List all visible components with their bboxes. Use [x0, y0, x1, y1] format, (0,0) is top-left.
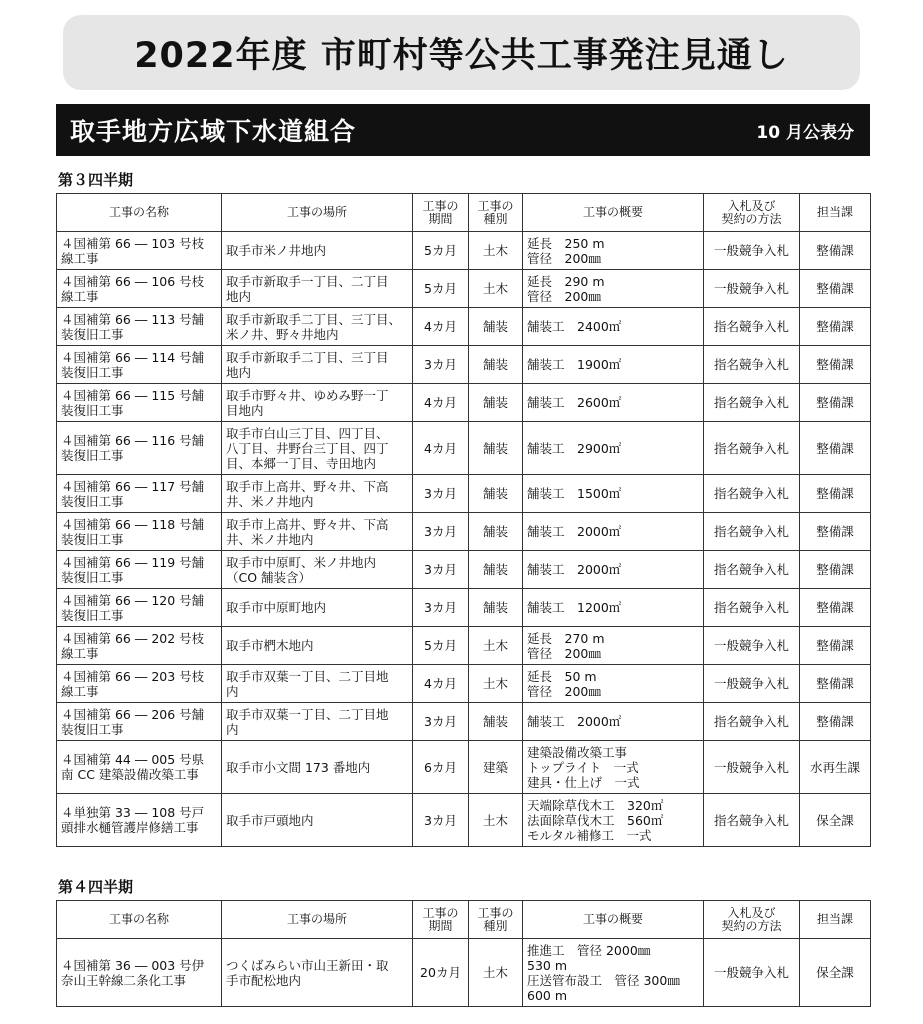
cell-period: 3カ月 — [413, 794, 469, 847]
cell-summary: 延長 290 m 管径 200㎜ — [523, 270, 704, 308]
organization-name: 取手地方広域下水道組合 — [70, 117, 357, 146]
cell-method: 指名競争入札 — [704, 346, 800, 384]
cell-method: 指名競争入札 — [704, 475, 800, 513]
cell-dept: 整備課 — [800, 589, 871, 627]
cell-dept: 水再生課 — [800, 741, 871, 794]
cell-name: ４国補第 66 ― 114 号舗 装復旧工事 — [57, 346, 222, 384]
cell-type: 舗装 — [469, 422, 523, 475]
cell-place: 取手市白山三丁目、四丁目、 八丁目、井野台三丁目、四丁 目、本郷一丁目、寺田地内 — [222, 422, 413, 475]
cell-type: 舗装 — [469, 513, 523, 551]
column-header: 工事の名称 — [57, 901, 222, 939]
table-row — [57, 513, 871, 551]
cell-type: 舗装 — [469, 475, 523, 513]
column-header: 入札及び 契約の方法 — [704, 194, 800, 232]
cell-name: ４国補第 66 ― 103 号枝 線工事 — [57, 232, 222, 270]
cell-name: ４国補第 66 ― 106 号枝 線工事 — [57, 270, 222, 308]
cell-period: 20カ月 — [413, 939, 469, 1007]
published-label: 10 月公表分 — [756, 122, 854, 143]
cell-method: 一般競争入札 — [704, 741, 800, 794]
schedule-table-q3 — [56, 193, 871, 847]
cell-type: 土木 — [469, 939, 523, 1007]
cell-method: 一般競争入札 — [704, 270, 800, 308]
cell-dept: 整備課 — [800, 308, 871, 346]
column-header: 工事の場所 — [222, 901, 413, 939]
cell-dept: 保全課 — [800, 794, 871, 847]
cell-place: 取手市小文間 173 番地内 — [222, 741, 413, 794]
table-row — [57, 551, 871, 589]
cell-period: 4カ月 — [413, 384, 469, 422]
table-row — [57, 589, 871, 627]
cell-dept: 整備課 — [800, 513, 871, 551]
table-row — [57, 627, 871, 665]
cell-place: 取手市双葉一丁目、二丁目地 内 — [222, 665, 413, 703]
cell-summary: 舗装工 2000㎡ — [523, 703, 704, 741]
cell-method: 指名競争入札 — [704, 308, 800, 346]
cell-place: 取手市双葉一丁目、二丁目地 内 — [222, 703, 413, 741]
cell-summary: 舗装工 1900㎡ — [523, 346, 704, 384]
cell-period: 4カ月 — [413, 308, 469, 346]
cell-dept: 整備課 — [800, 232, 871, 270]
cell-dept: 整備課 — [800, 665, 871, 703]
cell-summary: 舗装工 1200㎡ — [523, 589, 704, 627]
cell-name: ４国補第 66 ― 120 号舗 装復旧工事 — [57, 589, 222, 627]
cell-dept: 整備課 — [800, 422, 871, 475]
cell-period: 5カ月 — [413, 627, 469, 665]
cell-dept: 整備課 — [800, 703, 871, 741]
cell-type: 土木 — [469, 794, 523, 847]
cell-type: 土木 — [469, 627, 523, 665]
organization-bar — [56, 104, 870, 156]
cell-type: 土木 — [469, 665, 523, 703]
column-header: 担当課 — [800, 901, 871, 939]
section-label-q4: 第４四半期 — [58, 878, 134, 896]
cell-place: 取手市新取手一丁目、二丁目 地内 — [222, 270, 413, 308]
cell-type: 建築 — [469, 741, 523, 794]
cell-place: 取手市上高井、野々井、下高 井、米ノ井地内 — [222, 475, 413, 513]
cell-dept: 整備課 — [800, 475, 871, 513]
column-header: 工事の 種別 — [469, 194, 523, 232]
column-header: 工事の 種別 — [469, 901, 523, 939]
cell-summary: 舗装工 2600㎡ — [523, 384, 704, 422]
column-header: 工事の 期間 — [413, 194, 469, 232]
cell-dept: 整備課 — [800, 270, 871, 308]
cell-period: 3カ月 — [413, 513, 469, 551]
column-header: 入札及び 契約の方法 — [704, 901, 800, 939]
cell-method: 一般競争入札 — [704, 939, 800, 1007]
cell-type: 舗装 — [469, 551, 523, 589]
table-row — [57, 794, 871, 847]
cell-name: ４国補第 66 ― 206 号舗 装復旧工事 — [57, 703, 222, 741]
cell-method: 指名競争入札 — [704, 794, 800, 847]
cell-type: 舗装 — [469, 346, 523, 384]
cell-name: ４国補第 66 ― 117 号舗 装復旧工事 — [57, 475, 222, 513]
cell-place: つくばみらい市山王新田・取 手市配松地内 — [222, 939, 413, 1007]
cell-name: ４国補第 36 ― 003 号伊 奈山王幹線二条化工事 — [57, 939, 222, 1007]
cell-name: ４国補第 66 ― 203 号枝 線工事 — [57, 665, 222, 703]
schedule-table-q4 — [56, 900, 871, 1007]
cell-place: 取手市新取手二丁目、三丁目 地内 — [222, 346, 413, 384]
cell-name: ４国補第 66 ― 118 号舗 装復旧工事 — [57, 513, 222, 551]
column-header: 工事の概要 — [523, 194, 704, 232]
cell-method: 一般競争入札 — [704, 232, 800, 270]
section-label-q3: 第３四半期 — [58, 171, 134, 189]
column-header: 担当課 — [800, 194, 871, 232]
cell-method: 指名競争入札 — [704, 384, 800, 422]
cell-place: 取手市野々井、ゆめみ野一丁 目地内 — [222, 384, 413, 422]
cell-dept: 整備課 — [800, 384, 871, 422]
cell-dept: 整備課 — [800, 627, 871, 665]
cell-name: ４国補第 66 ― 115 号舗 装復旧工事 — [57, 384, 222, 422]
column-header: 工事の概要 — [523, 901, 704, 939]
table-header-row — [57, 901, 871, 939]
cell-place: 取手市椚木地内 — [222, 627, 413, 665]
table-row — [57, 703, 871, 741]
cell-method: 一般競争入札 — [704, 627, 800, 665]
cell-summary: 舗装工 2900㎡ — [523, 422, 704, 475]
cell-type: 舗装 — [469, 308, 523, 346]
cell-place: 取手市上高井、野々井、下高 井、米ノ井地内 — [222, 513, 413, 551]
cell-type: 土木 — [469, 232, 523, 270]
page-title: 2022年度 市町村等公共工事発注見通し — [134, 35, 789, 76]
cell-dept: 整備課 — [800, 551, 871, 589]
table-row — [57, 422, 871, 475]
table-row — [57, 346, 871, 384]
cell-place: 取手市米ノ井地内 — [222, 232, 413, 270]
cell-dept: 保全課 — [800, 939, 871, 1007]
table-row — [57, 270, 871, 308]
cell-summary: 舗装工 2000㎡ — [523, 551, 704, 589]
cell-period: 6カ月 — [413, 741, 469, 794]
cell-period: 4カ月 — [413, 665, 469, 703]
cell-name: ４国補第 66 ― 119 号舗 装復旧工事 — [57, 551, 222, 589]
cell-name: ４国補第 66 ― 202 号枝 線工事 — [57, 627, 222, 665]
cell-period: 3カ月 — [413, 589, 469, 627]
cell-summary: 建築設備改築工事 トップライト 一式 建具・仕上げ 一式 — [523, 741, 704, 794]
cell-period: 3カ月 — [413, 346, 469, 384]
cell-summary: 天端除草伐木工 320㎡ 法面除草伐木工 560㎡ モルタル補修工 一式 — [523, 794, 704, 847]
cell-period: 3カ月 — [413, 475, 469, 513]
cell-place: 取手市新取手二丁目、三丁目、 米ノ井、野々井地内 — [222, 308, 413, 346]
cell-period: 4カ月 — [413, 422, 469, 475]
title-banner — [63, 15, 860, 90]
table-row — [57, 475, 871, 513]
cell-period: 3カ月 — [413, 551, 469, 589]
cell-period: 3カ月 — [413, 703, 469, 741]
table-row — [57, 741, 871, 794]
cell-summary: 延長 250 m 管径 200㎜ — [523, 232, 704, 270]
cell-place: 取手市中原町、米ノ井地内 （CO 舗装含） — [222, 551, 413, 589]
cell-place: 取手市戸頭地内 — [222, 794, 413, 847]
cell-method: 一般競争入札 — [704, 665, 800, 703]
cell-type: 土木 — [469, 270, 523, 308]
cell-name: ４国補第 66 ― 116 号舗 装復旧工事 — [57, 422, 222, 475]
cell-method: 指名競争入札 — [704, 589, 800, 627]
cell-type: 舗装 — [469, 589, 523, 627]
table-row — [57, 308, 871, 346]
cell-summary: 舗装工 2400㎡ — [523, 308, 704, 346]
column-header: 工事の名称 — [57, 194, 222, 232]
cell-type: 舗装 — [469, 384, 523, 422]
column-header: 工事の場所 — [222, 194, 413, 232]
cell-period: 5カ月 — [413, 270, 469, 308]
table-row — [57, 232, 871, 270]
table-row — [57, 384, 871, 422]
cell-method: 指名競争入札 — [704, 551, 800, 589]
cell-method: 指名競争入札 — [704, 422, 800, 475]
cell-summary: 延長 50 m 管径 200㎜ — [523, 665, 704, 703]
table-row — [57, 665, 871, 703]
column-header: 工事の 期間 — [413, 901, 469, 939]
table-row — [57, 939, 871, 1007]
cell-method: 指名競争入札 — [704, 513, 800, 551]
cell-summary: 推進工 管径 2000㎜ 530 m 圧送管布設工 管径 300㎜ 600 m — [523, 939, 704, 1007]
cell-summary: 舗装工 1500㎡ — [523, 475, 704, 513]
cell-name: ４国補第 44 ― 005 号県 南 CC 建築設備改築工事 — [57, 741, 222, 794]
cell-method: 指名競争入札 — [704, 703, 800, 741]
table-header-row — [57, 194, 871, 232]
cell-type: 舗装 — [469, 703, 523, 741]
cell-name: ４単独第 33 ― 108 号戸 頭排水樋管護岸修繕工事 — [57, 794, 222, 847]
cell-summary: 延長 270 m 管径 200㎜ — [523, 627, 704, 665]
cell-name: ４国補第 66 ― 113 号舗 装復旧工事 — [57, 308, 222, 346]
cell-period: 5カ月 — [413, 232, 469, 270]
cell-place: 取手市中原町地内 — [222, 589, 413, 627]
cell-dept: 整備課 — [800, 346, 871, 384]
cell-summary: 舗装工 2000㎡ — [523, 513, 704, 551]
